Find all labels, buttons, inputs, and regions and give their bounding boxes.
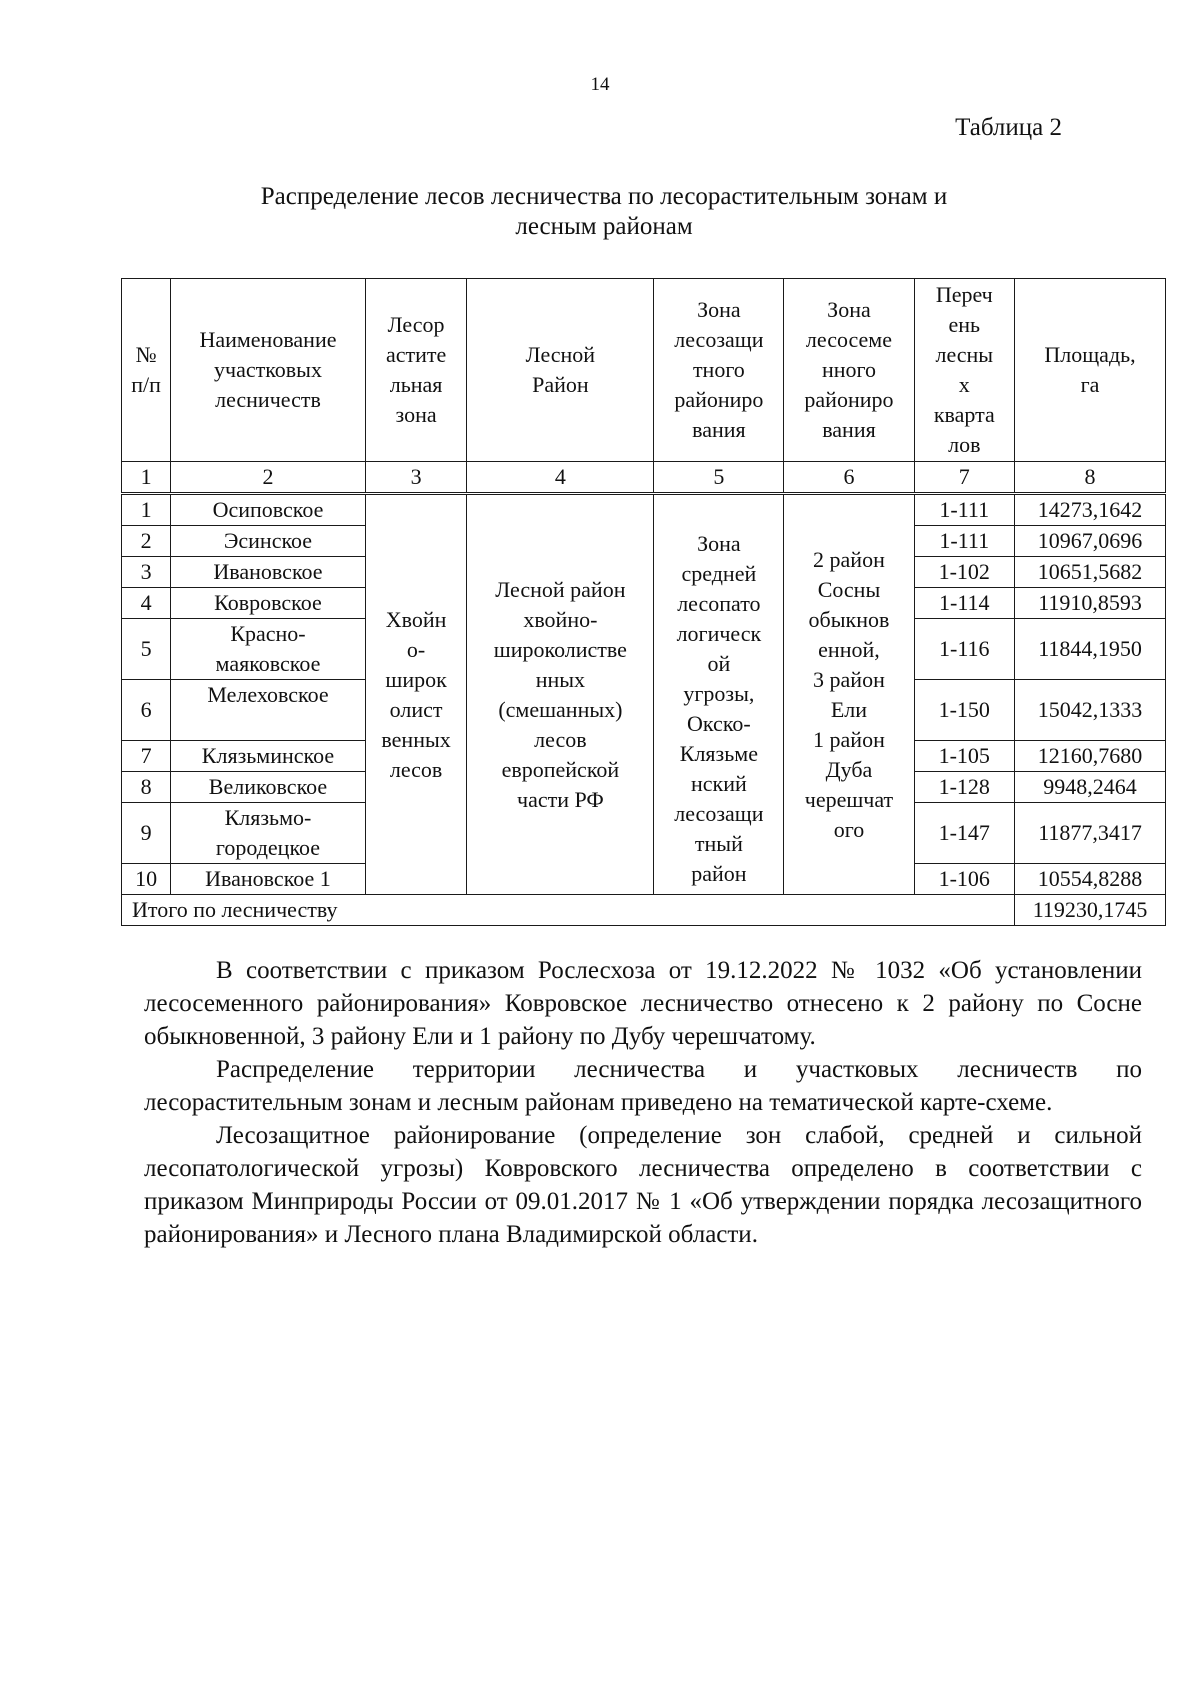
header-line: лесничеств xyxy=(215,387,321,412)
forest-district-line: части РФ xyxy=(517,786,604,812)
header-cell xyxy=(171,279,366,462)
header-line: Площадь, xyxy=(1044,342,1136,367)
row-number: 1 xyxy=(122,494,171,526)
forest-district-line: Лесной район xyxy=(495,576,626,602)
forest-district-line: нных xyxy=(535,666,586,692)
header-line: лесны xyxy=(935,342,994,367)
header-line: райониро xyxy=(674,387,764,412)
header-line: лов xyxy=(948,432,981,457)
seed-zone-line: 2 район xyxy=(813,546,885,572)
area: 14273,1642 xyxy=(1015,494,1166,526)
header-row xyxy=(122,279,1166,462)
forestry-name-line: Мелеховское xyxy=(207,682,329,707)
header-line: участковых xyxy=(214,357,322,382)
column-number: 7 xyxy=(914,462,1015,494)
paragraph: Лесозащитное районирование (определение зон слабой, средней и сильной лесопатологической угрозы) Ковровского лесничества определено в соответствии с приказом Минприроды России от 09.01.2017 № 1 «Об утверждении порядка лесозащитного районирования» и Лесного плана Владимирской области. xyxy=(144,1122,1142,1248)
vegetation-zone-line: лесов xyxy=(389,756,443,782)
protection-zone-line: Зона xyxy=(697,531,741,556)
column-number: 2 xyxy=(171,462,366,494)
vegetation-zone-line: Хвойн xyxy=(385,606,447,632)
seed-zone-line: обыкнов xyxy=(808,606,890,632)
header-line: п/п xyxy=(131,372,161,397)
seed-zone-line: ого xyxy=(833,816,865,842)
forestry-name-line: Клязьминское xyxy=(201,743,335,768)
vegetation-zone xyxy=(365,494,467,895)
row-number: 3 xyxy=(122,557,171,588)
header-cell xyxy=(914,279,1015,462)
total-label: Итого по лесничеству xyxy=(122,895,1015,926)
header-line: Лесор xyxy=(387,312,445,337)
quarters: 1-147 xyxy=(914,803,1015,864)
forestry-name-line: городецкое xyxy=(215,835,321,860)
protection-zone-line: тный xyxy=(694,831,743,856)
header-cell xyxy=(784,279,914,462)
protection-zone-line: угрозы, xyxy=(683,681,755,706)
row-number: 9 xyxy=(122,803,171,864)
forestry-name xyxy=(171,557,366,588)
quarters: 1-114 xyxy=(914,588,1015,619)
forest-district-line: европейской xyxy=(501,756,620,782)
header-line: га xyxy=(1080,372,1100,397)
row-number: 5 xyxy=(122,619,171,680)
forestry-name xyxy=(171,526,366,557)
table-title xyxy=(228,182,980,242)
forest-distribution-table xyxy=(121,278,1166,926)
quarters: 1-105 xyxy=(914,741,1015,772)
forestry-name-line: маяковское xyxy=(215,651,321,676)
forestry-name-line: Осиповское xyxy=(212,497,324,522)
protection-zone-line: район xyxy=(691,861,747,886)
header-line: райониро xyxy=(804,387,894,412)
forestry-name-line: Ивановское 1 xyxy=(205,866,331,891)
paragraph: В соответствии с приказом Рослесхоза от 19.12.2022 № 1032 «Об установлении лесосеменного районирования» Ковровское лесничество отнесено к 2 району по Сосне обыкновенной, 3 району Ели и 1 району по Дубу черешчатому. xyxy=(144,957,1142,1050)
header-cell xyxy=(654,279,784,462)
header-line: Наименование xyxy=(199,327,337,352)
column-number: 5 xyxy=(654,462,784,494)
header-line: лесозащи xyxy=(674,327,764,352)
forestry-name xyxy=(171,864,366,895)
forest-district-line: лесов xyxy=(534,726,587,752)
header-cell xyxy=(122,279,171,462)
column-number: 3 xyxy=(365,462,467,494)
forest-district-line: (смешанных) xyxy=(498,696,623,722)
header-cell xyxy=(467,279,654,462)
forestry-name-line: Красно- xyxy=(230,621,306,646)
seed-zone-line: Дуба xyxy=(825,756,873,782)
header-line: Зона xyxy=(697,297,741,322)
forestry-name-line: Эсинское xyxy=(223,528,313,553)
header-line: Зона xyxy=(827,297,871,322)
header-line: льная xyxy=(389,372,443,397)
quarters: 1-111 xyxy=(914,494,1015,526)
protection-zone-line: ой xyxy=(707,651,731,676)
forest-district xyxy=(467,494,654,895)
area: 10967,0696 xyxy=(1015,526,1166,557)
protection-zone-line: Клязьме xyxy=(679,741,758,766)
header-line: нного xyxy=(821,357,876,382)
seed-zone-line: 3 район xyxy=(813,666,885,692)
quarters: 1-102 xyxy=(914,557,1015,588)
protection-zone-line: лесопато xyxy=(677,591,761,616)
seed-zone-line: Ели xyxy=(830,696,868,722)
area: 9948,2464 xyxy=(1015,772,1166,803)
forest-district-line: хвойно- xyxy=(523,606,598,632)
forestry-name-line: Клязьмо- xyxy=(224,805,312,830)
header-cell xyxy=(1015,279,1166,462)
header-line: кварта xyxy=(933,402,995,427)
column-number-row xyxy=(122,462,1166,494)
header-line: тного xyxy=(692,357,745,382)
forestry-name xyxy=(171,588,366,619)
table-title-line-1: Распределение лесов лесничества по лесорастительным зонам и xyxy=(260,183,948,210)
paragraph: Распределение территории лесничества и участковых лесничеств по лесорастительным зонам и лесным районам приведено на тематической карте-схеме. xyxy=(144,1056,1142,1116)
row-number: 4 xyxy=(122,588,171,619)
protection-zone-line: лесозащи xyxy=(674,801,764,826)
protection-zone-line: средней xyxy=(681,561,757,586)
header-line: Район xyxy=(532,372,589,397)
header-line: Лесной xyxy=(525,342,596,367)
forestry-name xyxy=(171,619,366,680)
seed-zone-line: 1 район xyxy=(813,726,885,752)
total-row xyxy=(122,895,1166,926)
header-line: астите xyxy=(385,342,447,367)
header-line: зона xyxy=(395,402,437,427)
quarters: 1-150 xyxy=(914,680,1015,741)
forest-district-line: широколистве xyxy=(493,636,627,662)
forestry-name xyxy=(171,803,366,864)
forestry-name-line: Ковровское xyxy=(214,590,322,615)
forestry-name xyxy=(171,680,366,741)
area: 12160,7680 xyxy=(1015,741,1166,772)
quarters: 1-116 xyxy=(914,619,1015,680)
protection-zone-line: Окско- xyxy=(687,711,751,736)
area: 10651,5682 xyxy=(1015,557,1166,588)
seed-zone-line: Сосны xyxy=(817,576,881,602)
protection-zone-line: нский xyxy=(690,771,747,796)
area: 10554,8288 xyxy=(1015,864,1166,895)
table-title-line-2: лесным районам xyxy=(515,213,693,240)
area: 15042,1333 xyxy=(1015,680,1166,741)
row-number: 2 xyxy=(122,526,171,557)
vegetation-zone-line: венных xyxy=(381,726,451,752)
quarters: 1-128 xyxy=(914,772,1015,803)
area: 11844,1950 xyxy=(1015,619,1166,680)
forestry-name xyxy=(171,741,366,772)
row-number: 10 xyxy=(122,864,171,895)
forestry-name-line: Ивановское xyxy=(213,559,323,584)
row-number: 6 xyxy=(122,680,171,741)
protection-zone-line: логическ xyxy=(676,621,762,646)
forestry-name-line: Великовское xyxy=(208,774,328,799)
header-line: х xyxy=(958,372,970,397)
page-number: 14 xyxy=(590,74,610,95)
row-number: 8 xyxy=(122,772,171,803)
vegetation-zone-line: широк xyxy=(385,666,447,692)
header-cell xyxy=(365,279,467,462)
column-number: 1 xyxy=(122,462,171,494)
seed-zone xyxy=(784,494,914,895)
area: 11910,8593 xyxy=(1015,588,1166,619)
forestry-name xyxy=(171,494,366,526)
forestry-name xyxy=(171,772,366,803)
header-line: № xyxy=(135,342,157,367)
seed-zone-line: черешчат xyxy=(804,786,894,812)
header-line: вания xyxy=(822,417,876,442)
table-label: Таблица 2 xyxy=(955,114,1062,141)
table-body xyxy=(122,494,1166,895)
header-line: вания xyxy=(692,417,746,442)
body-text xyxy=(144,954,1142,1251)
column-number: 6 xyxy=(784,462,914,494)
seed-zone-line: енной, xyxy=(818,636,880,662)
vegetation-zone-line: о- xyxy=(406,636,426,662)
row-number: 7 xyxy=(122,741,171,772)
column-number: 8 xyxy=(1015,462,1166,494)
area: 11877,3417 xyxy=(1015,803,1166,864)
protection-zone xyxy=(654,494,784,895)
table-row xyxy=(122,494,1166,526)
header-line: Переч xyxy=(935,282,993,307)
quarters: 1-106 xyxy=(914,864,1015,895)
header-line: лесосеме xyxy=(805,327,892,352)
quarters: 1-111 xyxy=(914,526,1015,557)
column-number: 4 xyxy=(467,462,654,494)
total-value: 119230,1745 xyxy=(1015,895,1166,926)
vegetation-zone-line: олист xyxy=(389,696,443,722)
header-line: ень xyxy=(948,312,981,337)
